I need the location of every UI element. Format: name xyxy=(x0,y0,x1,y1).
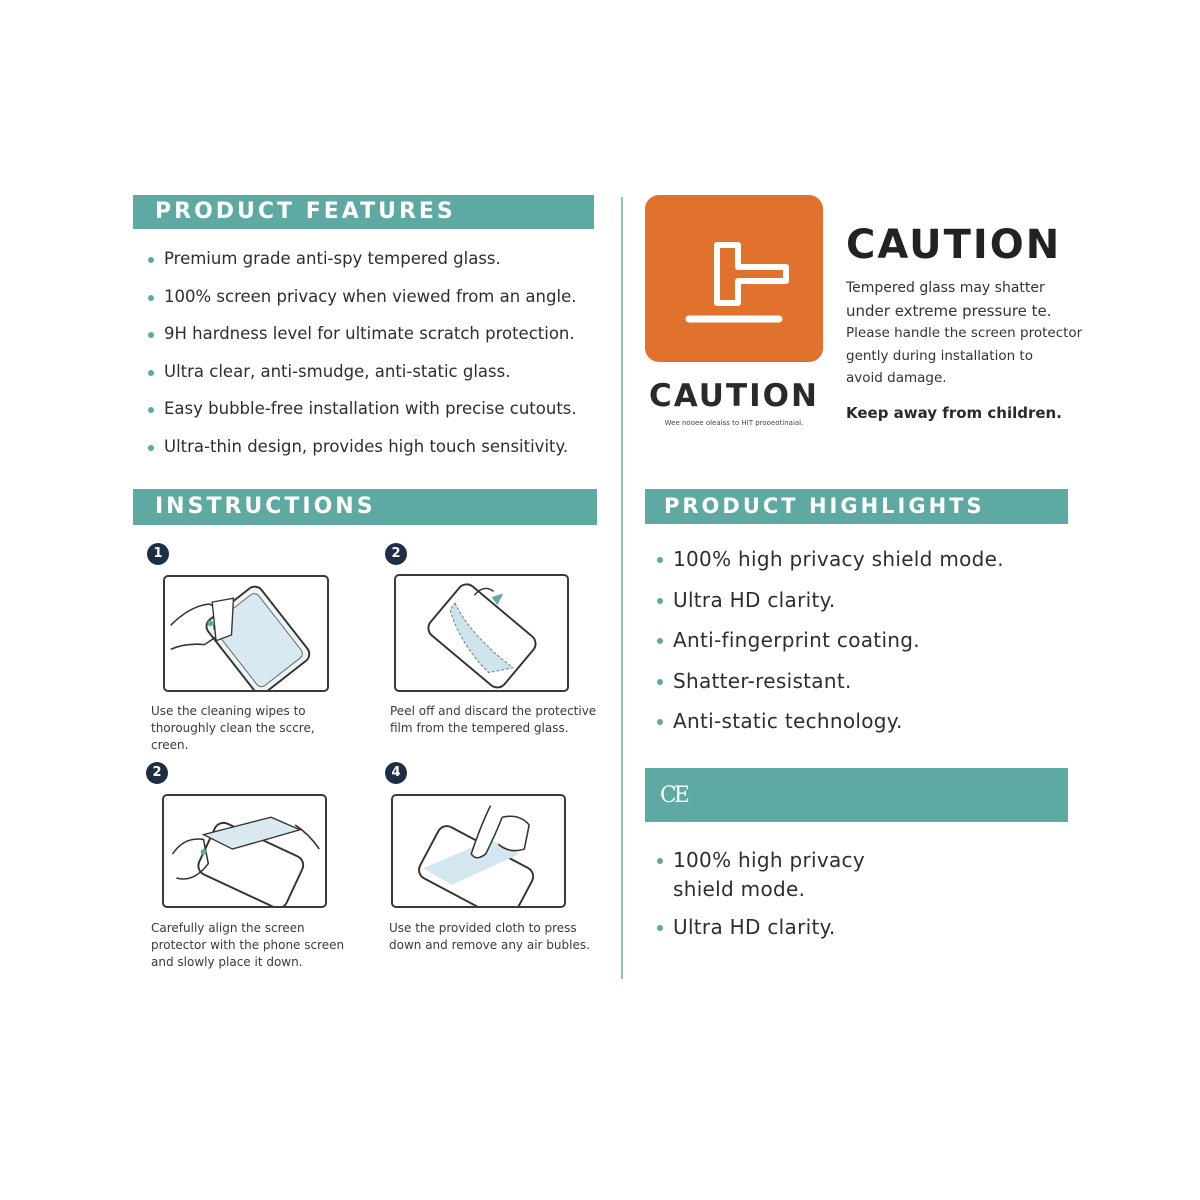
caption-line: down and remove any air bubles. xyxy=(389,938,590,952)
align-protector-icon xyxy=(164,796,325,906)
list-item-line: shield mode. xyxy=(673,877,806,901)
peel-film-icon xyxy=(396,576,567,690)
list-item: 100% high privacy shield mode. xyxy=(657,545,1077,586)
caption-line: and slowly place it down. xyxy=(151,955,303,969)
caution-line: Please handle the screen protector xyxy=(846,325,1083,341)
step-illustration xyxy=(391,794,566,908)
list-item: Shatter-resistant. xyxy=(657,667,1077,708)
list-item: 100% screen privacy when viewed from an angle. xyxy=(148,285,608,323)
highlights-header: PRODUCT HIGHLIGHTS xyxy=(645,489,1068,524)
caution-line: gently during installation to xyxy=(846,347,1033,364)
step-badge: 2 xyxy=(385,543,407,565)
caption-line: film from the tempered glass. xyxy=(390,721,569,735)
press-bubbles-icon xyxy=(393,796,564,906)
step-caption xyxy=(390,703,600,737)
caption-line: Peel off and discard the protective xyxy=(390,704,597,718)
cleaning-wipe-icon xyxy=(165,577,327,690)
caution-heading: CAUTION xyxy=(846,222,1062,268)
caution-sign xyxy=(645,195,823,362)
list-item xyxy=(657,846,1077,904)
ce-band xyxy=(645,768,1068,822)
caption-line: Carefully align the screen xyxy=(151,921,305,935)
list-item: 9H hardness level for ultimate scratch protection. xyxy=(148,322,608,360)
list-item: Anti-fingerprint coating. xyxy=(657,626,1077,667)
step-caption xyxy=(151,920,351,971)
list-item: Ultra HD clarity. xyxy=(657,586,1077,627)
column-divider xyxy=(621,197,623,979)
list-item: Premium grade anti-spy tempered glass. xyxy=(148,247,608,285)
list-item: Anti-static technology. xyxy=(657,707,1077,748)
list-item-line: 100% high privacy xyxy=(673,848,865,872)
list-item xyxy=(657,913,1077,942)
list-item: Easy bubble-free installation with precise cutouts. xyxy=(148,397,608,435)
caption-line: thoroughly clean the sccre, creen. xyxy=(151,721,315,752)
caution-sign-label: CAUTION xyxy=(649,378,819,414)
step-illustration xyxy=(394,574,569,692)
caution-fine-print: Wee nooee oleaiss to HIT prooeotinaial. xyxy=(664,419,804,427)
caution-line: Tempered glass may shatter xyxy=(846,280,1045,296)
step-illustration xyxy=(163,575,329,692)
features-list xyxy=(148,247,608,472)
highlights-list xyxy=(657,545,1077,748)
caution-line: under extreme pressure te. xyxy=(846,301,1052,320)
caption-line: Use the cleaning wipes to xyxy=(151,704,306,718)
step-caption xyxy=(151,703,351,754)
list-item: Ultra clear, anti-smudge, anti-static glass. xyxy=(148,360,608,398)
step-badge: 2 xyxy=(146,762,168,784)
ce-mark-icon: CE xyxy=(660,783,687,808)
hammer-icon xyxy=(645,195,823,362)
caution-warning: Keep away from children. xyxy=(846,404,1062,422)
step-badge: 4 xyxy=(385,762,407,784)
caution-body xyxy=(846,277,1086,390)
instructions-header: INSTRUCTIONS xyxy=(133,489,597,525)
ce-list xyxy=(657,846,1077,951)
features-header: PRODUCT FEATURES xyxy=(133,195,594,229)
step-caption xyxy=(389,920,599,954)
list-item-line: Ultra HD clarity. xyxy=(673,915,836,939)
step-illustration xyxy=(162,794,327,908)
list-item: Ultra-thin design, provides high touch sensitivity. xyxy=(148,435,608,473)
caption-line: Use the provided cloth to press xyxy=(389,921,577,935)
step-badge: 1 xyxy=(147,543,169,565)
caption-line: protector with the phone screen xyxy=(151,938,345,952)
caution-line: avoid damage. xyxy=(846,370,947,386)
